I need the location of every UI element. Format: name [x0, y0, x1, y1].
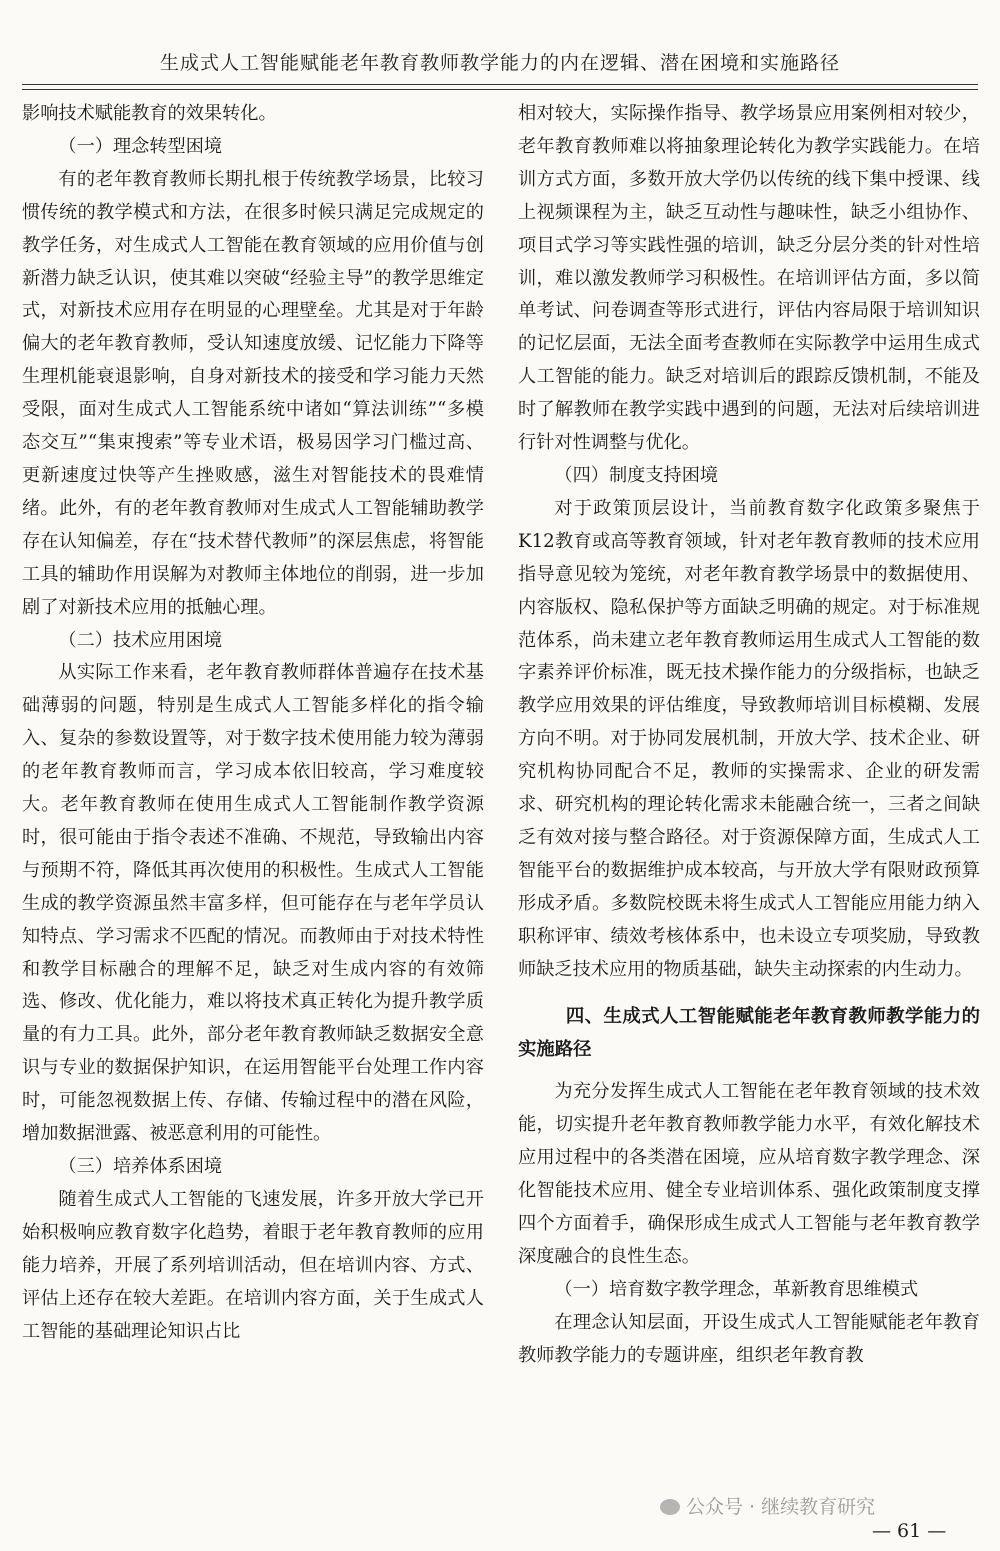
header-rule-second	[22, 89, 978, 90]
paragraph-training-system: 随着生成式人工智能的飞速发展，许多开放大学已开始积极响应教育数字化趋势，着眼于老年教育教师的应用能力培养，开展了系列培训活动，但在培训内容、方式、评估上还存在较大差距。在培训内容方面，关于生成式人工智能的基础理论知识占比	[22, 1188, 484, 1342]
subheading-digital-teaching-concept: （一）培育数字教学理念，革新教育思维模式	[554, 1278, 919, 1300]
section-heading-implementation-path: 四、生成式人工智能赋能老年教育教师教学能力的实施路径	[518, 1006, 980, 1061]
paragraph-digital-teaching-concept: 在理念认知层面，开设生成式人工智能赋能老年教育教师教学能力的专题讲座，组织老年教育教	[518, 1311, 980, 1366]
paragraph-training-system-continued: 相对较大，实际操作指导、教学场景应用案例相对较少，老年教育教师难以将抽象理论转化为教学实践能力。在培训方式方面，多数开放大学仍以传统的线下集中授课、线上视频课程为主，缺乏互动性与趣味性，缺乏小组协作、项目式学习等实践性强的培训，缺乏分层分类的针对性培训，难以激发教师学习积极性。在培训评估方面，多以简单考试、问卷调查等形式进行，评估内容局限于培训知识的记忆层面，无法全面考查教师在实际教学中运用生成式人工智能的能力。缺乏对培训后的跟踪反馈机制，不能及时了解教师在教学实践中遇到的问题，无法对后续培训进行针对性调整与优化。	[518, 103, 980, 454]
subheading-institutional-support: （四）制度支持困境	[554, 464, 719, 486]
header-rule	[22, 84, 978, 85]
paragraph-continuation: 影响技术赋能教育的效果转化。	[22, 103, 277, 124]
paragraph-technology-application: 从实际工作来看，老年教育教师群体普遍存在技术基础薄弱的问题，特别是生成式人工智能多样化的指令输入、复杂的参数设置等，对于数字技术使用能力较为薄弱的老年教育教师而言，学习成本依旧较高，学习难度较大。老年教育教师在使用生成式人工智能制作教学资源时，很可能由于指令表述不准确、不规范，导致输出内容与预期不符，降低其再次使用的积极性。生成式人工智能生成的教学资源虽然丰富多样，但可能存在与老年学员认知特点、学习需求不匹配的情况。而教师由于对技术特性和教学目标融合的理解不足，缺乏对生成内容的有效筛选、修改、优化能力，难以将技术真正转化为提升教学质量的有力工具。此外，部分老年教育教师缺乏数据安全意识与专业的数据保护知识，在运用智能平台处理工作内容时，可能忽视数据上传、存储、传输过程中的潜在风险，增加数据泄露、被恶意利用的可能性。	[22, 662, 484, 1145]
paragraph-institutional-support: 对于政策顶层设计，当前教育数字化政策多聚焦于K12教育或高等教育领域，针对老年教育教师的技术应用指导意见较为笼统，对老年教育教学场景中的数据使用、内容版权、隐私保护等方面缺乏明确的规定。对于标准规范体系，尚未建立老年教育教师运用生成式人工智能的数字素养评价标准，既无技术操作能力的分级指标，也缺乏教学应用效果的评估维度，导致教师培训目标模糊、发展方向不明。对于协同发展机制，开放大学、技术企业、研究机构协同配合不足，教师的实操需求、企业的研发需求、研究机构的理论转化需求未能融合统一，三者之间缺乏有效对接与整合路径。对于资源保障方面，生成式人工智能平台的数据维护成本较高，与开放大学有限财政预算形成矛盾。多数院校既未将生成式人工智能应用能力纳入职称评审、绩效考核体系中，也未设立专项奖励，导致教师缺乏技术应用的物质基础，缺失主动探索的内生动力。	[518, 497, 980, 980]
watermark	[660, 1492, 875, 1519]
wechat-icon	[660, 1499, 680, 1515]
subheading-concept-transition: （一）理念转型困境	[58, 135, 223, 157]
paragraph-implementation-intro: 为充分发挥生成式人工智能在老年教育领域的技术效能，切实提升老年教育教师教学能力水平，有效化解技术应用过程中的各类潜在困境，应从培育数字教学理念、深化智能技术应用、健全专业培训体系、强化政策制度支撑四个方面着手，确保形成生成式人工智能与老年教育教学深度融合的良性生态。	[518, 1081, 980, 1267]
page-number: — 61 —	[872, 1520, 947, 1542]
subheading-training-system: （三）培养体系困境	[58, 1156, 223, 1177]
subheading-technology-application: （二）技术应用困境	[58, 629, 223, 651]
running-header: 生成式人工智能赋能老年教育教师教学能力的内在逻辑、潜在困境和实施路径	[159, 52, 840, 74]
right-column	[518, 98, 980, 1373]
watermark-text: 公众号 · 继续教育研究	[686, 1496, 876, 1518]
paragraph-concept-transition: 有的老年教育教师长期扎根于传统教学场景，比较习惯传统的教学模式和方法，在很多时候只满足完成规定的教学任务，对生成式人工智能在教育领域的应用价值与创新潜力缺乏认识，使其难以突破“经验主导”的教学思维定式，对新技术应用存在明显的心理壁垒。尤其是对于年龄偏大的老年教育教师，受认知速度放缓、记忆能力下降等生理机能衰退影响，自身对新技术的接受和学习能力天然受限，面对生成式人工智能系统中诸如“算法训练”“多模态交互”“集束搜索”等专业术语，极易因学习门槛过高、更新速度过快等产生挫败感，滋生对智能技术的畏难情绪。此外，有的老年教育教师对生成式人工智能辅助教学存在认知偏差，存在“技术替代教师”的深层焦虑，将智能工具的辅助作用误解为对教师主体地位的削弱，进一步加剧了对新技术应用的抵触心理。	[22, 168, 484, 618]
left-column	[22, 98, 484, 1348]
